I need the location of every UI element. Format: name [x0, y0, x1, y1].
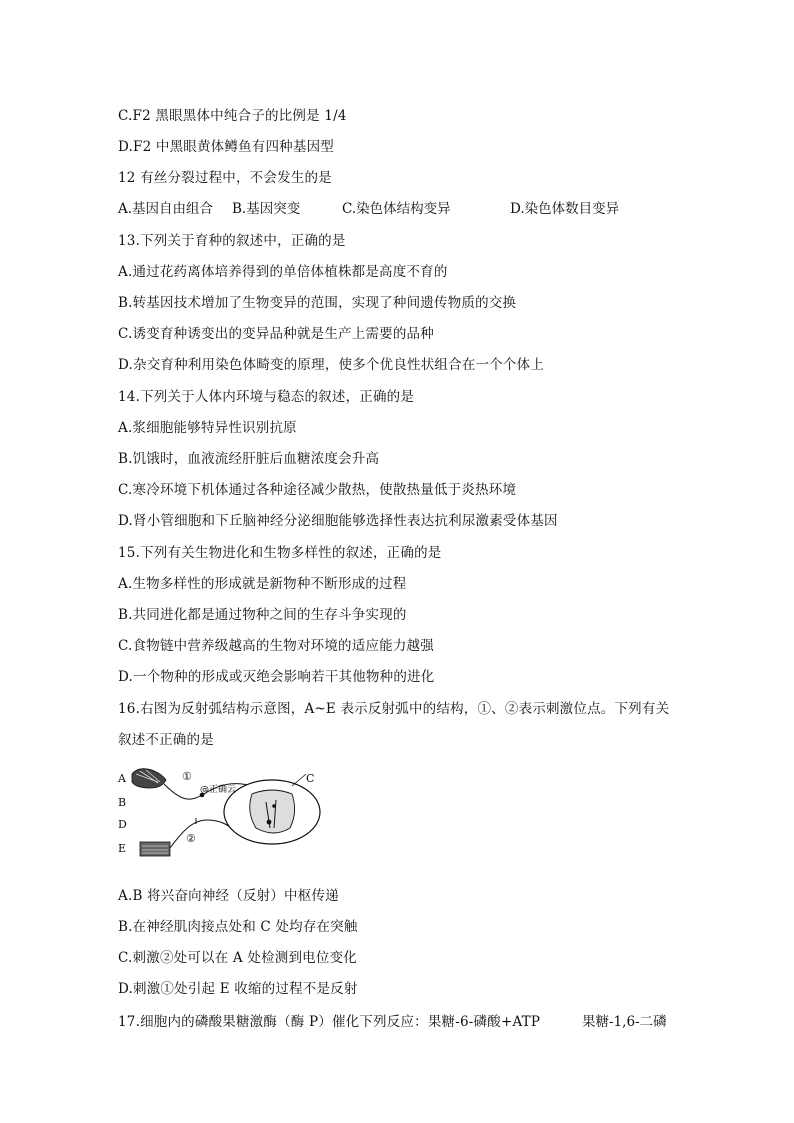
q13-option-d: D.杂交育种利用染色体畸变的原理，使多个优良性状组合在一个个体上	[118, 357, 545, 373]
q15-option-d: D.一个物种的形成或灭绝会影响若干其他物种的进化	[118, 669, 435, 685]
q14-option-b: B.饥饿时，血液流经肝脏后血糖浓度会升高	[118, 451, 380, 467]
q14-option-d: D.肾小管细胞和下丘脑神经分泌细胞能够选择性表达抗利尿激素受体基因	[118, 513, 558, 529]
q17-stem: 17.细胞内的磷酸果糖激酶（酶 P）催化下列反应：果糖-6-磷酸+ATP	[118, 1014, 541, 1030]
q16-stem-line1: 16.右图为反射弧结构示意图，A~E 表示反射弧中的结构，①、②表示刺激位点。下列有关	[118, 701, 670, 717]
q15-option-a: A.生物多样性的形成就是新物种不断形成的过程	[118, 576, 407, 592]
q13-option-c: C.诱变育种诱变出的变异品种就是生产上需要的品种	[118, 326, 434, 342]
q13-option-a: A.通过花药离体培养得到的单倍体植株都是高度不育的	[118, 264, 448, 280]
label-d: D	[118, 818, 127, 831]
spinal-cord-icon	[224, 780, 320, 844]
q16-option-d: D.刺激①处引起 E 收缩的过程不是反射	[118, 981, 358, 997]
q16-option-a: A.B 将兴奋向神经（反射）中枢传递	[118, 888, 339, 904]
q14-option-a: A.浆细胞能够特异性识别抗原	[118, 420, 297, 436]
q16-option-c: C.刺激②处可以在 A 处检测到电位变化	[118, 950, 357, 966]
q12-option-d: D.染色体数目变异	[510, 201, 620, 217]
q15-option-c: C.食物链中营养级越高的生物对环境的适应能力越强	[118, 638, 434, 654]
reflex-arc-diagram	[112, 762, 342, 862]
q12-stem: 12 有丝分裂过程中，不会发生的是	[118, 170, 332, 186]
q14-option-c: C.寒冷环境下机体通过各种途径减少散热，使散热量低于炎热环境	[118, 482, 517, 498]
q12-option-a: A.基因自由组合	[118, 201, 214, 217]
receptor-a-icon	[132, 769, 166, 788]
q17-stem-continued: 果糖-1,6-二磷	[582, 1014, 667, 1030]
q12-option-b: B.基因突变	[232, 201, 301, 217]
q14-stem: 14.下列关于人体内环境与稳态的叙述，正确的是	[118, 389, 415, 405]
effector-e-icon	[140, 842, 170, 856]
label-c: C	[306, 772, 315, 785]
watermark-text: @正确云	[200, 785, 237, 795]
label-e: E	[118, 842, 127, 855]
q16-option-b: B.在神经肌肉接点处和 C 处均存在突触	[118, 919, 358, 935]
c-leader-line	[292, 774, 306, 786]
site-2-label: ②	[186, 832, 196, 845]
q13-stem: 13.下列关于育种的叙述中，正确的是	[118, 233, 346, 249]
label-a: A	[118, 772, 126, 785]
q11-option-d: D.F2 中黑眼黄体鳟鱼有四种基因型	[118, 139, 334, 155]
q11-option-c: C.F2 黑眼黑体中纯合子的比例是 1/4	[118, 108, 347, 124]
site-1-label: ①	[182, 770, 192, 783]
q16-stem-line2: 叙述不正确的是	[118, 732, 214, 748]
q12-option-c: C.染色体结构变异	[342, 201, 451, 217]
q15-stem: 15.下列有关生物进化和生物多样性的叙述，正确的是	[118, 545, 442, 561]
label-b: B	[118, 796, 127, 809]
q13-option-b: B.转基因技术增加了生物变异的范围，实现了种间遗传物质的交换	[118, 295, 517, 311]
q15-option-b: B.共同进化都是通过物种之间的生存斗争实现的	[118, 607, 407, 623]
